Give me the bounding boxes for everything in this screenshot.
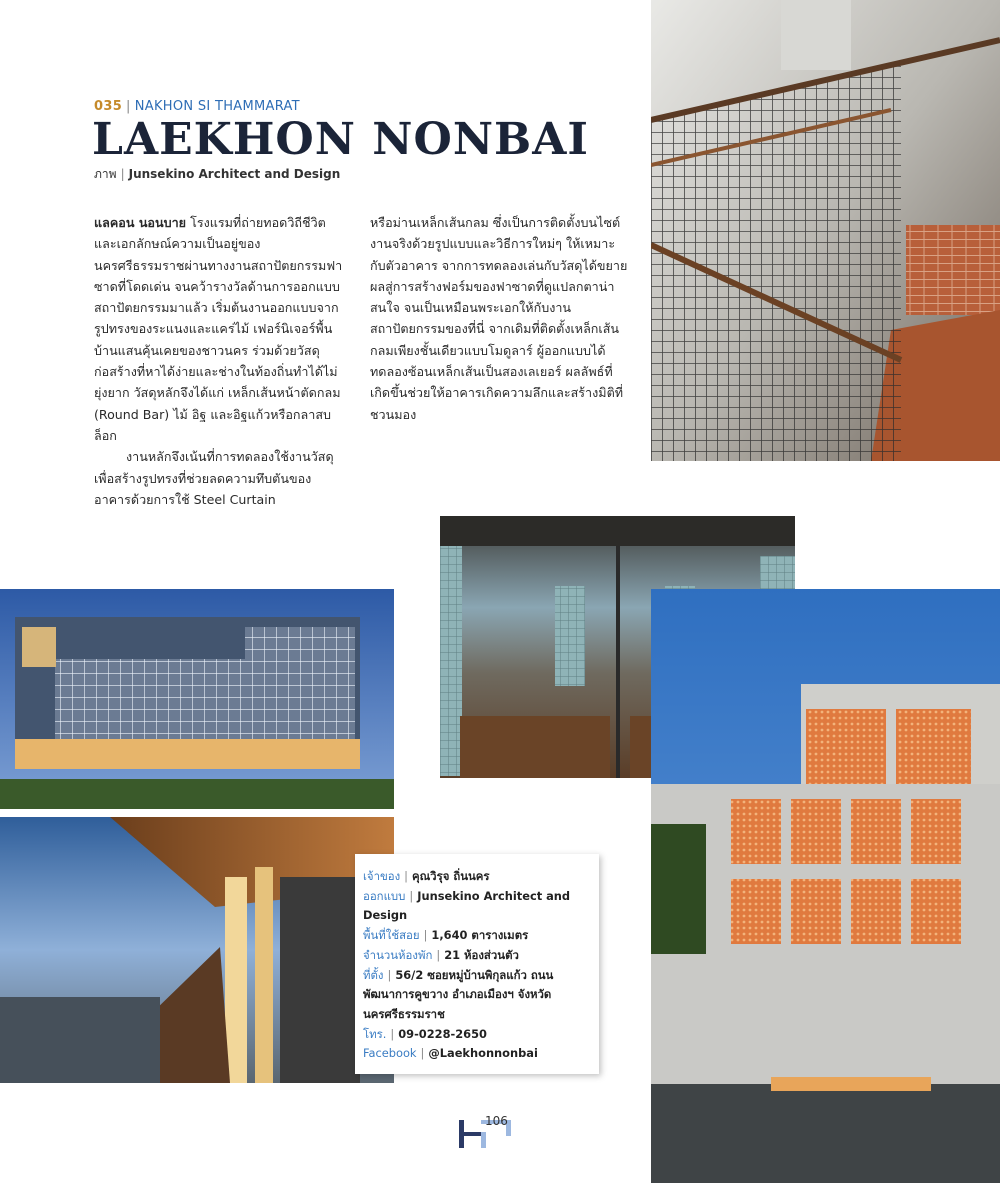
paragraph-3-text: หรือม่านเหล็กเส้นกลม ซึ่งเป็นการติดตั้งบนไซต์งานจริงด้วยรูปแบบและวิธีการใหม่ๆ ให้เหมาะกับตัวอาคาร จากการทดลองเล่นกับวัสดุได้ขยายผลสู่การสร้างฟอร์มของฟาซาดที่ดูแปลกตาน่าสนใจ จนเป็นเหมือนพระเอกให้กับงานสถาปัตยกรรมของที่นี่ จากเดิมที่ติดตั้งเหล็กเส้นกลมเพียงชั้นเดียวแบบโมดูลาร์ ผู้ออกแบบได้ทดลองซ้อนเหล็กเส้นเป็นสองเลเยอร์ ผลลัพธ์ที่เกิดขึ้นช่วยให้อาคารเกิดความลึกและสร้างมิติที่ชวนมอง — [370, 215, 628, 422]
info-address: ที่ตั้ง | 56/2 ซอยหมู่บ้านพิกุลแก้ว ถนนพัฒนาการคูขวาง อำเภอเมืองฯ จังหวัดนครศรีธรรมราช — [363, 967, 554, 1021]
page-number: 106 — [485, 1114, 508, 1128]
article-column-1 — [94, 212, 348, 510]
info-owner: เจ้าของ | คุณวิรุจ ถิ่นนคร — [363, 869, 490, 883]
info-designer: ออกแบบ | Junsekino Architect and Design — [363, 888, 571, 923]
photo-night-facade — [0, 589, 394, 809]
article-column-2 — [370, 212, 628, 425]
page-number-block — [459, 1114, 515, 1154]
kicker-separator: | — [126, 99, 131, 114]
location-label: NAKHON SI THAMMARAT — [134, 99, 300, 114]
photo-brick-facade — [651, 589, 1000, 1183]
credit-label: ภาพ — [94, 167, 117, 181]
credit-separator: | — [120, 167, 125, 181]
credit-value: Junsekino Architect and Design — [128, 167, 341, 181]
info-rooms: จำนวนห้องพัก | 21 ห้องส่วนตัว — [363, 947, 519, 962]
entry-number: 035 — [94, 99, 123, 114]
paragraph-2 — [94, 446, 348, 510]
info-phone: โทร. | 09-0228-2650 — [363, 1026, 487, 1041]
paragraph-2-text: งานหลักจึงเน้นที่การทดลองใช้งานวัสดุเพื่อสร้างรูปทรงที่ช่วยลดความทึบตันของอาคารด้วยการใช้ Steel Curtain — [94, 449, 334, 507]
photo-credit — [94, 165, 340, 184]
lead-text: แลคอน นอนบาย — [94, 215, 187, 230]
info-area: พื้นที่ใช้สอย | 1,640 ตารางเมตร — [363, 928, 529, 943]
project-info-box — [355, 854, 599, 1074]
paragraph-1-text: โรงแรมที่ถ่ายทอดวิถีชีวิตและเอกลักษณ์ความเป็นอยู่ของนครศรีธรรมราชผ่านทางงานสถาปัตยกรรมฟาซาดที่โดดเด่น จนคว้ารางวัลด้านการออกแบบสถาปัตยกรรมมาแล้ว เริ่มต้นงานออกแบบจากรูปทรงของระแนงและแคร่ไม้ เฟอร์นิเจอร์พื้นบ้านแสนคุ้นเคยของชาวนคร ร่วมด้วยวัสดุก่อสร้างที่หาได้ง่ายและช่างในท้องถิ่นทำได้ไม่ยุ่งยาก วัสดุหลักจึงได้แก่ เหล็กเส้นหน้าตัดกลม (Round Bar) ไม้ อิฐ และอิฐแก้วหรือกลาสบล็อก — [94, 215, 343, 443]
info-facebook: Facebook | @Laekhonnonbai — [363, 1046, 538, 1061]
photo-balcony-view — [0, 817, 394, 1083]
photo-steel-curtain-interior — [651, 0, 1000, 461]
article-title: LAEKHON NONBAI — [92, 114, 589, 165]
paragraph-1 — [94, 212, 348, 446]
